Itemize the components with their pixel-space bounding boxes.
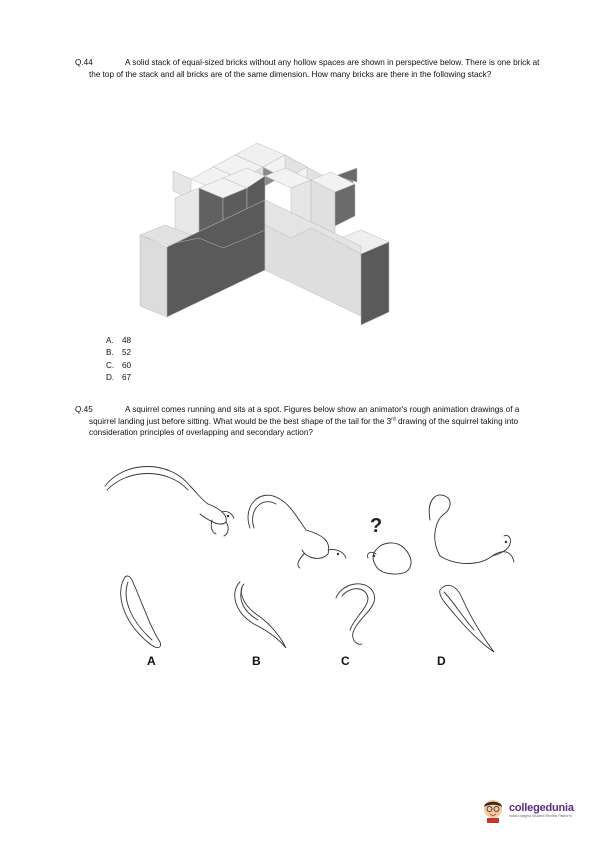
squirrel-animation-drawings [100, 458, 520, 583]
squirrel-drawing-2 [248, 495, 346, 568]
mascot-icon [480, 797, 506, 823]
squirrel-drawing-4 [429, 495, 514, 564]
squirrel-drawing-3 [367, 543, 411, 574]
option-value: 60 [122, 360, 132, 370]
question-rest-b: drawing of the squirrel taking into consideration principles of overlapping and secondary action? [89, 416, 519, 437]
question-line1: A solid stack of equal-sized bricks without any hollow spaces are shown in perspective [125, 58, 438, 67]
question-44 [75, 57, 545, 80]
option-a[interactable] [106, 335, 131, 347]
option-value: 48 [122, 336, 132, 345]
option-value: 67 [122, 373, 132, 383]
tail-option-b-drawing [235, 582, 286, 648]
squirrel-drawing-1 [105, 467, 234, 537]
question-mark: ? [370, 515, 383, 537]
tail-label-b[interactable]: B [252, 654, 261, 668]
question-number: Q.45 [75, 405, 93, 414]
option-letter: A. [106, 336, 114, 345]
tail-options-figure [110, 572, 510, 657]
question-text [75, 404, 545, 439]
tail-option-d-drawing [440, 585, 494, 652]
question-rest: below. There is one brick at the top of the stack and all bricks are of the same dimension. How many bricks are there in the following stack? [89, 58, 540, 79]
brick-stack-figure [135, 130, 395, 330]
question-line1: A squirrel comes running and sits at a spot. Figures below show an animator's rough [125, 405, 431, 414]
tail-option-c-drawing [336, 584, 375, 644]
option-c[interactable] [106, 360, 131, 372]
option-letter: D. [106, 373, 115, 383]
question-number: Q.44 [75, 58, 93, 67]
option-letter: B. [106, 348, 114, 358]
option-letter: C. [106, 360, 115, 370]
brand-name: collegedunia [509, 802, 574, 814]
tail-label-a[interactable]: A [147, 654, 156, 668]
question-text [75, 57, 545, 80]
question-45 [75, 404, 545, 439]
collegedunia-logo[interactable] [480, 797, 574, 823]
ordinal-suffix: rd [391, 415, 396, 422]
option-d[interactable] [106, 372, 131, 384]
option-b[interactable] [106, 347, 131, 359]
tail-label-d[interactable]: D [437, 654, 446, 668]
brand-tagline: India's largest Student Review Platform [509, 814, 572, 818]
question-rest-a: animation drawings of a squirrel landing just before sitting. What would be the best shape of the tail for the 3 [89, 405, 520, 426]
tail-option-a-drawing [121, 576, 161, 648]
option-value: 52 [122, 348, 132, 358]
tail-label-c[interactable]: C [341, 654, 350, 668]
options-list-q44 [106, 335, 131, 385]
